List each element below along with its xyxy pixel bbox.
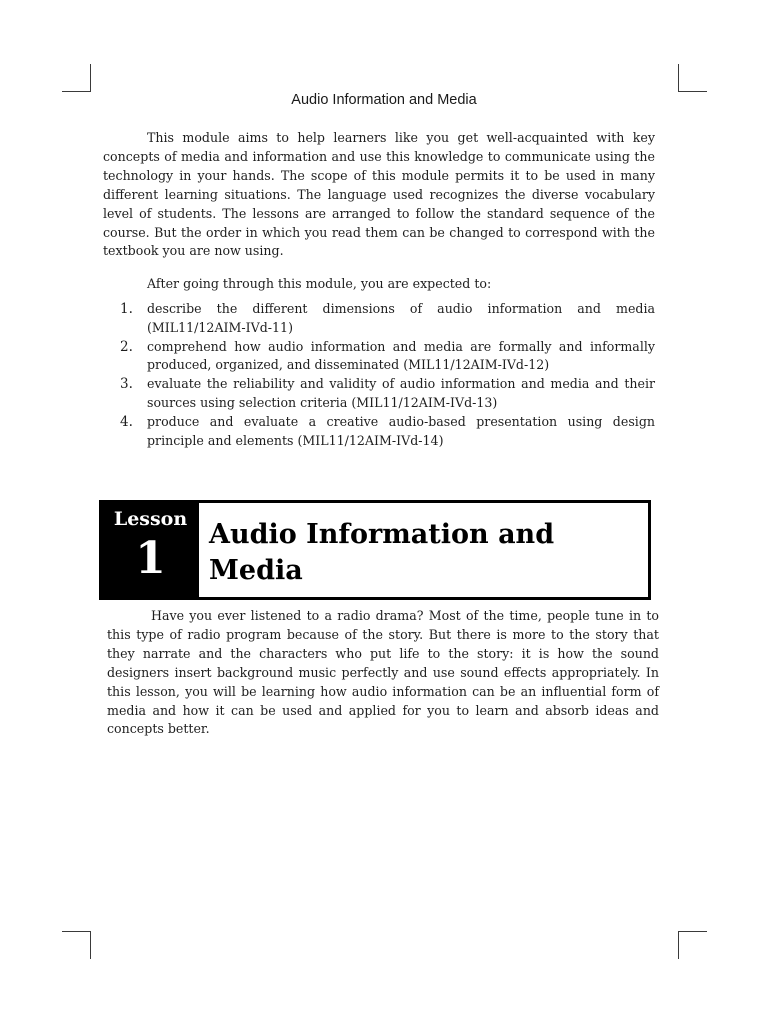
objective-number: 3. [120,376,133,393]
objective-text: comprehend how audio information and media are formally and informally produced, organized, and disseminated (MIL11/12AIM-IVd-12) [147,338,655,373]
lesson-intro-paragraph: Have you ever listened to a radio drama? Most of the time, people tune in to this type of radio program because of the story. But there is more to the story that they narrate and the characters who put life to the story: it is how the sound designers insert background music perfectly and use sound effects appropriately. In this lesson, you will be learning how audio information can be an influential form of media and how it can be used and applied for you to learn and absorb ideas and concepts better. [107,608,659,737]
objective-text: produce and evaluate a creative audio-based presentation using design principle and elements (MIL11/12AIM-IVd-14) [147,414,655,448]
objectives-list [120,300,655,451]
crop-mark-bottom-left-v [90,931,91,959]
objective-text: describe the different dimensions of audio information and media (MIL11/12AIM-IVd-11) [147,301,655,335]
objective-number: 2. [120,338,133,355]
lesson-heading-box [99,500,651,600]
objective-number: 4. [120,414,133,431]
intro-paragraph: This module aims to help learners like you get well-acquainted with key concepts of media and information and use this knowledge to communicate using the technology in your hands. The scope of this module permits it to be used in many different learning situations. The language used recognizes the diverse vocabulary level of students. The lessons are arranged to follow the standard sequence of the course. But the order in which you read them can be changed to correspond with the textbook you are now using. [103,130,655,259]
objective-number: 1. [120,301,133,317]
objective-item [120,375,655,412]
crop-mark-top-right-v [678,64,679,92]
lesson-title: Audio Information and Media [209,519,555,586]
crop-mark-top-left-v [90,64,91,92]
objective-item [120,300,655,337]
lesson-label: Lesson [113,508,188,530]
crop-mark-bottom-right-v [678,931,679,959]
expectation-sentence: After going through this module, you are expected to: [147,276,492,291]
page-header-title: Audio Information and Media [291,92,477,108]
objective-text: evaluate the reliability and validity of audio information and media and their sources using selection criteria (MIL11/12AIM-IVd-13) [147,376,655,410]
lesson-tag [102,503,199,597]
crop-mark-bottom-right-h [679,931,707,932]
lesson-number: 1 [135,533,166,584]
crop-mark-bottom-left-h [62,931,90,932]
objective-item [120,413,655,450]
objective-item [120,338,655,375]
